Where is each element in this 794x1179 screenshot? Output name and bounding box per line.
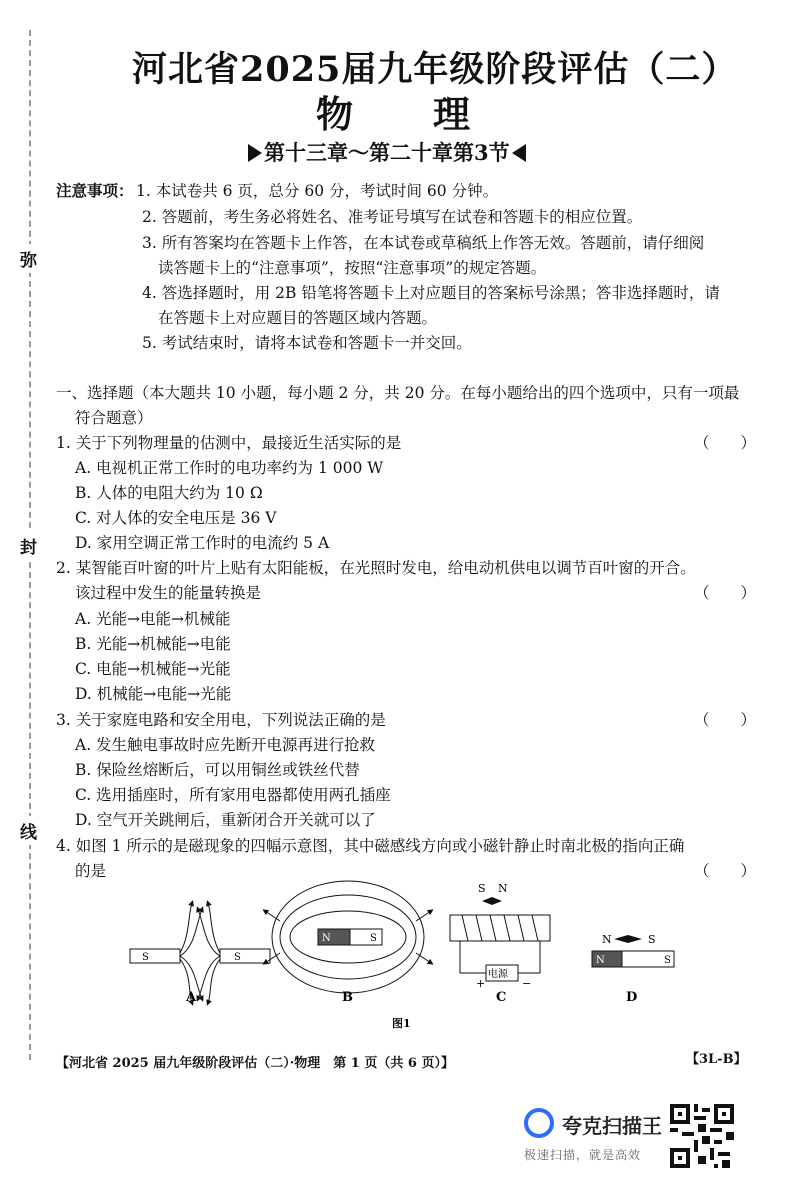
margin-mark-mi: 弥 (20, 244, 37, 273)
brand-name: 夸克扫描王 (562, 1114, 662, 1138)
notice-item: 2. 答题前，考生务必将姓名、准考证号填写在试卷和答题卡的相应位置。 (142, 208, 643, 226)
q3-option-a: A. 发生触电事故时应先断开电源再进行抢救 (75, 736, 376, 754)
margin-mark-xian: 线 (20, 816, 37, 845)
question-stem-3: 3. 关于家庭电路和安全用电，下列说法正确的是 (56, 711, 386, 729)
magnet-d-n-pole: N (596, 955, 605, 966)
field-line-a (198, 956, 220, 999)
question-stem-4-cont: 的是 (75, 862, 107, 880)
margin-mark-feng: 封 (20, 531, 37, 560)
question-stem-1: 1. 关于下列物理量的估测中，最接近生活实际的是 (56, 434, 402, 452)
field-line-a (208, 959, 220, 1003)
field-line-a (180, 909, 202, 956)
needle-c-s: S (478, 882, 486, 895)
q1-option-d: D. 家用空调正常工作时的电流约 5 A (75, 534, 330, 552)
q2-option-a: A. 光能→电能→机械能 (75, 610, 231, 628)
section-heading: 一、选择题（本大题共 10 小题，每小题 2 分，共 20 分。在每小题给出的四个选项中，只有一项最 (56, 384, 740, 402)
magnet-a-left-pole: S (142, 952, 149, 963)
panel-a (130, 903, 270, 1005)
chapter-scope (248, 137, 526, 167)
panel-d (592, 933, 674, 1005)
q1-option-b: B. 人体的电阻大约为 10 Ω (75, 484, 263, 502)
exam-title: 河北省2025届九年级阶段评估（二） (132, 49, 738, 90)
notice-item: 1. 本试卷共 6 页，总分 60 分，考试时间 60 分钟。 (136, 182, 499, 200)
q2-option-c: C. 电能→机械能→光能 (75, 660, 231, 678)
figure-1 (120, 875, 700, 1035)
notice-item-cont: 读答题卡上的“注意事项”，按照“注意事项”的规定答题。 (158, 259, 547, 277)
magnet-a-left (130, 949, 180, 963)
panel-label-a: A (186, 990, 197, 1005)
magnet-b-s-pole: S (370, 933, 377, 944)
qr-code-icon (670, 1104, 734, 1168)
q2-option-d: D. 机械能→电能→光能 (75, 685, 232, 703)
needle-c-n: N (498, 882, 508, 895)
magnet-a-right-pole: S (234, 952, 241, 963)
compass-needle-c (482, 897, 502, 905)
q1-option-c: C. 对人体的安全电压是 36 V (75, 509, 277, 527)
page-footer: 【河北省 2025 届九年级阶段评估（二）·物理 第 1 页（共 6 页）】 (56, 1056, 454, 1071)
answer-paren-1: （ ） (694, 434, 757, 452)
notice-item: 4. 答选择题时，用 2B 铅笔将答题卡上对应题目的答案标号涂黑；答非选择题时，请 (142, 284, 720, 302)
section-heading-cont: 符合题意） (75, 409, 153, 427)
notice-item-cont: 在答题卡上对应题目的答题区域内答题。 (158, 309, 438, 327)
question-stem-2: 2. 某智能百叶窗的叶片上贴有太阳能板，在光照时发电，给电动机供电以调节百叶窗的开合。 (56, 559, 696, 577)
q2-option-b: B. 光能→机械能→电能 (75, 635, 231, 653)
panel-c (450, 882, 550, 1005)
triangle-right-icon (248, 144, 262, 162)
magnet-b-south (350, 929, 382, 945)
magnet-d-s-pole: S (664, 955, 671, 966)
subject-title: 物理 (316, 92, 550, 136)
panel-label-c: C (496, 990, 507, 1005)
panel-b (265, 881, 431, 1005)
wire-c (518, 941, 540, 973)
brand-slogan: 极速扫描，就是高效 (524, 1148, 642, 1162)
figure-caption: 图1 (392, 1017, 411, 1030)
quark-logo-icon (524, 1108, 554, 1138)
power-minus: − (522, 977, 532, 990)
needle-d-s: S (648, 933, 656, 946)
field-line-a (198, 909, 220, 956)
q1-option-a: A. 电视机正常工作时的电功率约为 1 000 W (75, 459, 384, 477)
wire-c (460, 941, 486, 973)
notice-item: 3. 所有答案均在答题卡上作答，在本试卷或草稿纸上作答无效。答题前，请仔细阅 (142, 234, 705, 252)
notice-item: 5. 考试结束时，请将本试卷和答题卡一并交回。 (142, 334, 472, 352)
triangle-left-icon (512, 144, 526, 162)
q3-option-c: C. 选用插座时，所有家用电器都使用两孔插座 (75, 786, 391, 804)
compass-needle-d (614, 935, 642, 943)
needle-d-n: N (602, 933, 612, 946)
answer-paren-4: （ ） (694, 862, 757, 880)
magnet-a-right (220, 949, 270, 963)
question-stem-2-cont: 该过程中发生的能量转换是 (75, 584, 262, 602)
panel-label-d: D (626, 990, 638, 1005)
chapter-scope-text: 第十三章～第二十章第3节 (264, 140, 510, 165)
answer-paren-3: （ ） (694, 711, 757, 729)
notice-label: 注意事项： (56, 181, 134, 200)
panel-label-b: B (342, 990, 353, 1005)
question-stem-4: 4. 如图 1 所示的是磁现象的四幅示意图，其中磁感线方向或小磁针静止时南北极的指向正确 (56, 837, 685, 855)
exam-code: 【3L-B】 (686, 1052, 747, 1067)
magnet-b-n-pole: N (322, 933, 331, 944)
answer-paren-2: （ ） (694, 584, 757, 602)
q3-option-b: B. 保险丝熔断后，可以用铜丝或铁丝代替 (75, 761, 360, 779)
q3-option-d: D. 空气开关跳闸后，重新闭合开关就可以了 (75, 811, 376, 829)
power-plus: + (476, 977, 486, 990)
power-source-label: 电源 (488, 969, 508, 980)
